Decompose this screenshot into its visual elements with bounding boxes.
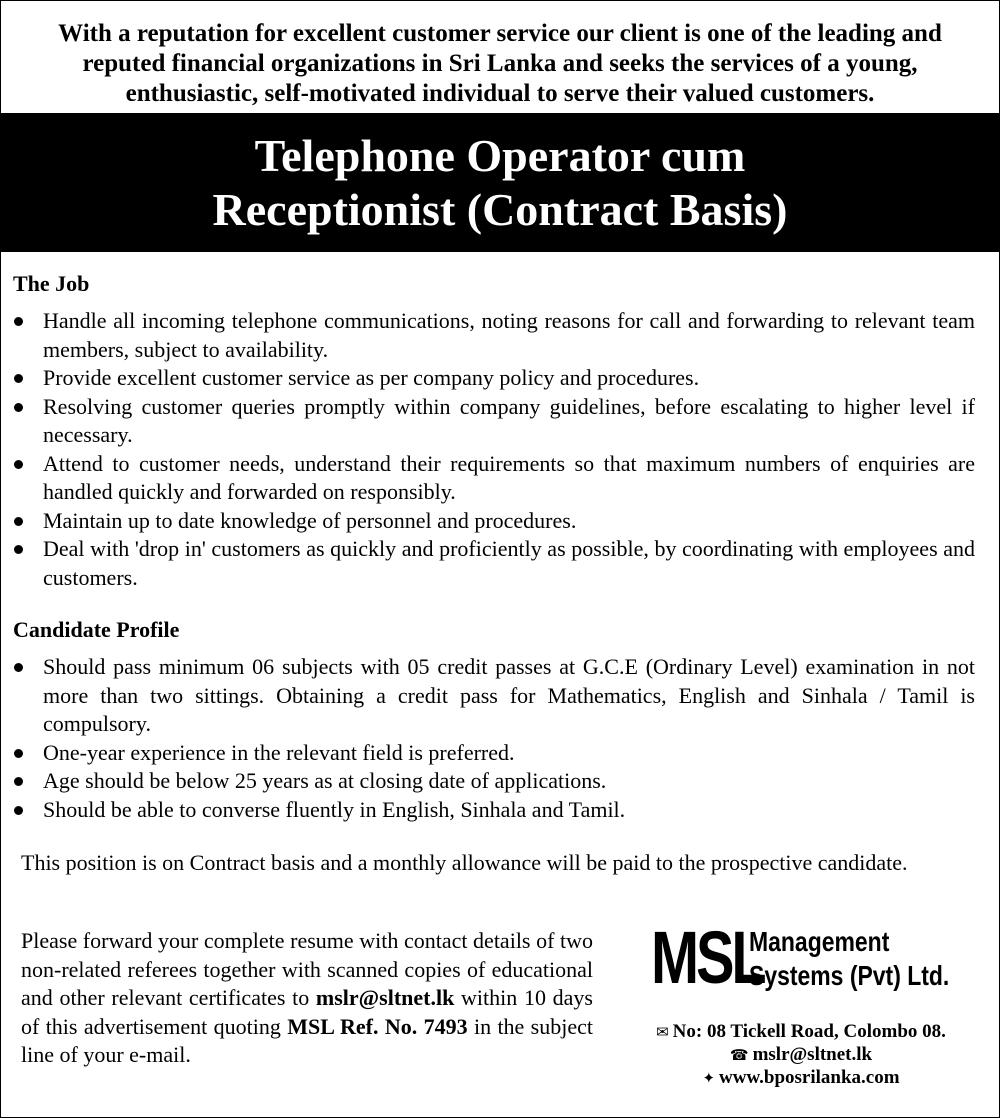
contract-note: This position is on Contract basis and a monthly allowance will be paid to the prospective candidate.: [21, 850, 908, 875]
list-item: [1, 450, 999, 507]
bullet-icon: [14, 403, 23, 412]
candidate-profile-section: [1, 613, 999, 824]
list-item: [1, 653, 999, 739]
bullet-icon: [14, 460, 23, 469]
list-item: [1, 535, 999, 592]
apply-email[interactable]: mslr@sltnet.lk: [315, 985, 455, 1010]
bullet-icon: [14, 806, 23, 815]
bullet-icon: [14, 663, 23, 672]
web-icon: ✦: [702, 1071, 716, 1087]
company-name: [749, 925, 949, 993]
company-email: [621, 1044, 981, 1067]
list-item: [1, 307, 999, 364]
list-item-text: Age should be below 25 years as at closing date of applications.: [43, 768, 607, 793]
list-item-text: Attend to customer needs, understand their requirements so that maximum numbers of enquiries are handled quickly and forwarded on responsibly.: [43, 450, 975, 504]
company-address: [621, 1021, 981, 1044]
the-job-section: [1, 267, 999, 592]
list-item: [1, 507, 999, 536]
job-title-line-2: Receptionist (Contract Basis): [212, 183, 788, 235]
list-item-text: Handle all incoming telephone communications, noting reasons for call and forwarding to relevant team members, subject to availability.: [43, 308, 975, 362]
list-item-text: Resolving customer queries promptly within company guidelines, before escalating to higher level if necessary.: [43, 393, 975, 447]
list-item-text: Maintain up to date knowledge of personnel and procedures.: [43, 507, 577, 533]
reference-number: MSL Ref. No. 7493: [287, 1013, 468, 1039]
bullet-icon: [14, 777, 23, 786]
the-job-list: [1, 307, 999, 592]
the-job-heading: The Job: [13, 271, 90, 296]
intro-text: With a reputation for excellent customer service our client is one of the leading and reputed financial organizations in Sri Lanka and seeks the services of a young, enthusiastic, self-motivated individual to serve their valued customers.: [58, 20, 942, 107]
company-name-line-1: Management: [749, 926, 890, 957]
bullet-icon: [14, 749, 23, 758]
logo-mark: MSL: [651, 916, 764, 999]
list-item-text: Deal with 'drop in' customers as quickly and proficiently as possible, by coordinating with employees and customers.: [43, 536, 975, 590]
apply-text-1: Please forward your complete resume with contact details of two non-related referees together with scanned copies of educational and other relevant certificates to: [21, 928, 593, 1010]
list-item-text: One-year experience in the relevant field is preferred.: [43, 739, 515, 765]
bullet-icon: [14, 374, 23, 383]
list-item: [1, 739, 999, 768]
apply-text-2: within 10 days of this advertisement quoting: [21, 985, 593, 1039]
website-link[interactable]: www.bposrilanka.com: [719, 1067, 900, 1088]
list-item: [1, 796, 999, 825]
company-email-text[interactable]: mslr@sltnet.lk: [752, 1044, 873, 1065]
list-item: [1, 393, 999, 450]
envelope-icon: ✉: [656, 1025, 669, 1041]
company-website: [621, 1067, 981, 1090]
job-title-line-1: Telephone Operator cum: [254, 129, 746, 181]
list-item-text: Should pass minimum 06 subjects with 05 credit passes at G.C.E (Ordinary Level) examination in not more than two sittings. Obtaining a credit pass for Mathematics, English and Sinhala / Tamil is compulsory.: [43, 654, 975, 736]
candidate-profile-list: [1, 653, 999, 824]
application-instructions: [21, 927, 593, 1070]
list-item-text: Provide excellent customer service as per company policy and procedures.: [43, 365, 700, 390]
apply-text-3: in the subject line of your e-mail.: [21, 1013, 594, 1067]
fax-icon: ☎: [729, 1048, 749, 1064]
bullet-icon: [14, 545, 23, 554]
bullet-icon: [14, 317, 23, 326]
candidate-profile-heading: Candidate Profile: [13, 617, 180, 642]
job-title-banner: [1, 113, 999, 252]
company-name-line-2: Systems (Pvt) Ltd.: [749, 960, 950, 991]
address-text: No: 08 Tickell Road, Colombo 08.: [672, 1021, 946, 1042]
list-item: [1, 767, 999, 796]
list-item-text: Should be able to converse fluently in English, Sinhala and Tamil.: [43, 796, 626, 822]
list-item: [1, 364, 999, 393]
bullet-icon: [14, 517, 23, 526]
